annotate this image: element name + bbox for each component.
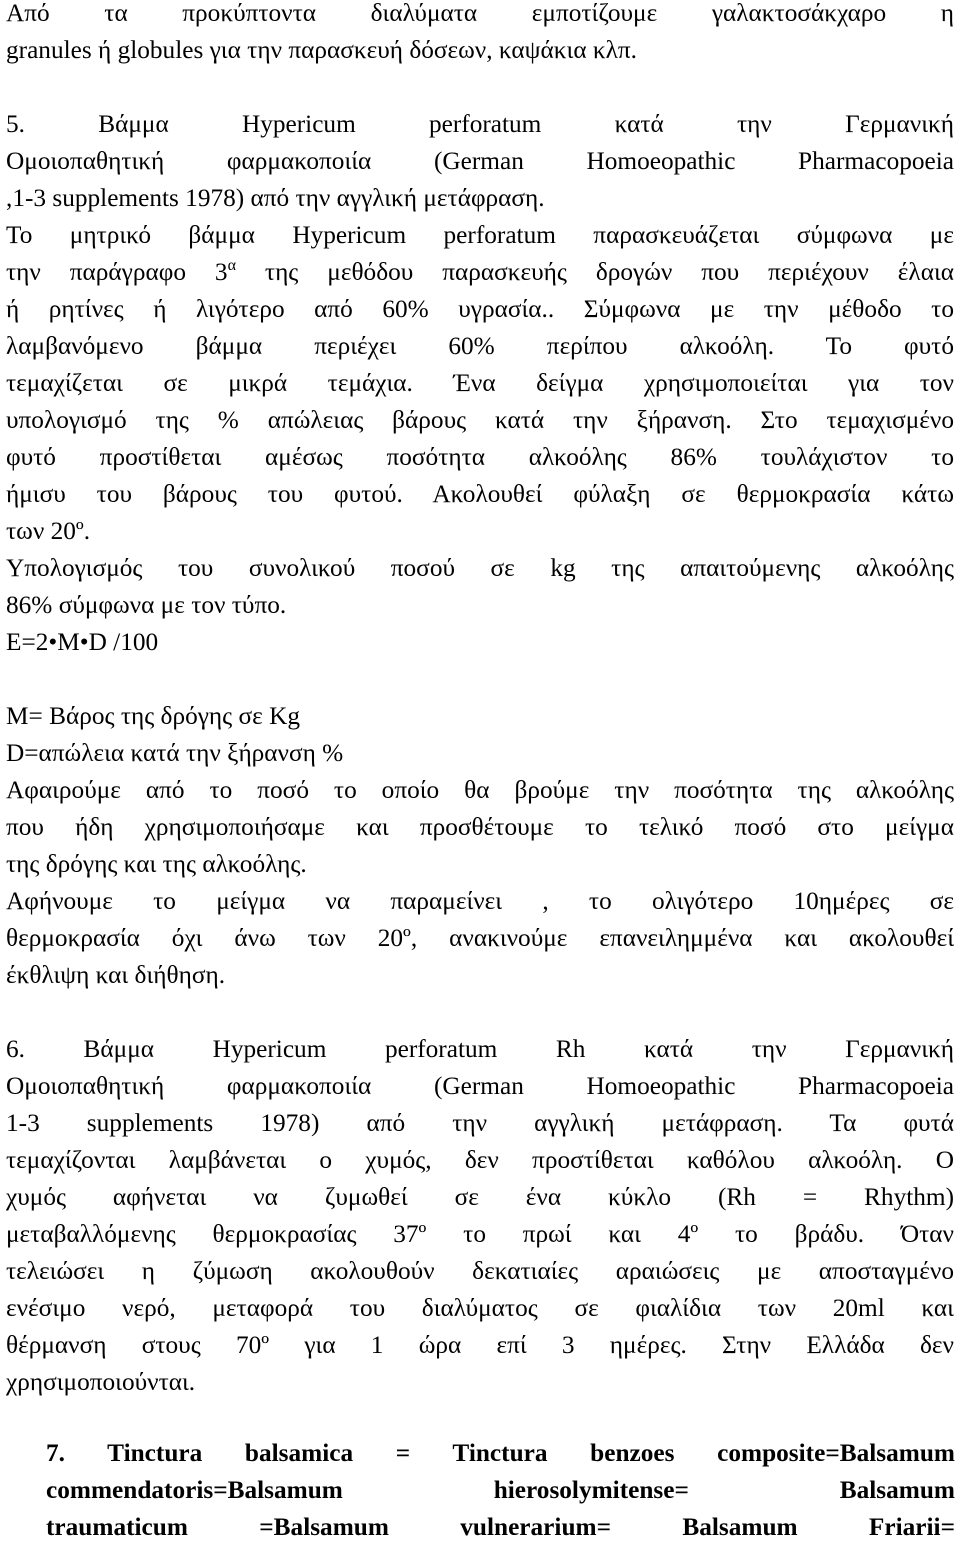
text-line: M= Βάρος της δρόγης σε Kg [6,702,301,730]
section-7-heading [46,1435,955,1546]
text-line: θέρμανση στους 70º για 1 ώρα επί 3 ημέρες. Στην Ελλάδα δεν [6,1331,954,1359]
bold-text-line: commendatoris=Balsamum hierosolymitense= Balsamum [46,1476,955,1504]
text-line: Ομοιοπαθητική φαρμακοποιία (German Homoeopathic Pharmacopoeia [6,147,954,175]
text-line: ήμισυ του βάρους του φυτού. Ακολουθεί φύλαξη σε θερμοκρασία κάτω [6,480,954,508]
text-line: φυτό προστίθεται αμέσως ποσότητα αλκοόλης 86% τουλάχιστον το [6,443,954,471]
text-line: Υπολογισμός του συνολικού ποσού σε kg της απαιτούμενης αλκοόλης [6,554,954,582]
bold-text-line: traumaticum =Balsamum vulnerarium= Balsamum Friarii= [46,1513,955,1541]
text-line: τεμαχίζονται λαμβάνεται ο χυμός, δεν προστίθεται καθόλου αλκοόλη. Ο [6,1146,954,1174]
text-line: λαμβανόμενο βάμμα περιέχει 60% περίπου αλκοόλη. Το φυτό [6,332,954,360]
text-line: χρησιμοποιούνται. [6,1368,196,1396]
text-line: Από τα προκύπτοντα διαλύματα εμποτίζουμε γαλακτοσάκχαρο η [6,0,954,27]
text-line: Αφήνουμε το μείγμα να παραμείνει , το ολιγότερο 10ημέρες σε [6,887,954,915]
text-line: έκθλιψη και διήθηση. [6,961,226,989]
text-line: granules ή globules για την παρασκευή δόσεων, καψάκια κλπ. [6,36,638,64]
text-line: D=απώλεια κατά την ξήρανση % [6,739,344,767]
text-line: Ομοιοπαθητική φαρμακοποιία (German Homoeopathic Pharmacopoeia [6,1072,954,1100]
text-line: τελειώσει η ζύμωση ακολουθούν δεκατιαίες αραιώσεις με αποσταγμένο [6,1257,954,1285]
text-line: της δρόγης και της αλκοόλης. [6,850,307,878]
text-fragment: της μεθόδου παρασκευής δρογών που περιέχουν έλαια [235,258,955,286]
text-line: Αφαιρούμε από το ποσό το οποίο θα βρούμε την ποσότητα της αλκοόλης [6,776,954,804]
document-body [6,0,954,1401]
text-line: υπολογισμό της % απώλειας βάρους κατά την ξήρανση. Στο τεμαχισμένο [6,406,954,434]
blank-line [6,661,954,698]
text-line: χυμός αφήνεται να ζυμωθεί σε ένα κύκλο (Rh = Rhythm) [6,1183,954,1211]
text-line: ενέσιμο νερό, μεταφορά του διαλύματος σε φιαλίδια των 20ml και [6,1294,954,1322]
text-line: E=2•M•D /100 [6,628,159,656]
text-line: 1-3 supplements 1978) από την αγγλική μετάφραση. Τα φυτά [6,1109,954,1137]
text-line: 6. Βάμμα Hypericum perforatum Rh κατά την Γερμανική [6,1035,954,1063]
text-line: ,1-3 supplements 1978) από την αγγλική μετάφραση. [6,184,545,212]
text-line: 5. Βάμμα Hypericum perforatum κατά την Γερμανική [6,110,954,138]
text-line: τεμαχίζεται σε μικρά τεμάχια. Ένα δείγμα χρησιμοποιείται για τον [6,369,954,397]
text-line: μεταβαλλόμενης θερμοκρασίας 37º το πρωί και 4º το βράδυ. Όταν [6,1220,954,1248]
text-line: Το μητρικό βάμμα Hypericum perforatum παρασκευάζεται σύμφωνα με [6,221,954,249]
blank-line [6,994,954,1031]
text-line: θερμοκρασία όχι άνω των 20º, ανακινούμε επανειλημμένα και ακολουθεί [6,924,954,952]
text-line: ή ρητίνες ή λιγότερο από 60% υγρασία.. Σύμφωνα με την μέθοδο το [6,295,954,323]
blank-line [6,69,954,106]
bold-text-line: 7. Tinctura balsamica = Tinctura benzoes composite=Balsamum [46,1439,955,1467]
superscript: α [227,257,236,274]
text-fragment: την παράγραφο 3 [6,258,228,286]
text-line [6,254,954,291]
text-line: που ήδη χρησιμοποιήσαμε και προσθέτουμε το τελικό ποσό στο μείγμα [6,813,954,841]
text-line: των 20º. [6,517,91,545]
text-line: 86% σύμφωνα με τον τύπο. [6,591,287,619]
